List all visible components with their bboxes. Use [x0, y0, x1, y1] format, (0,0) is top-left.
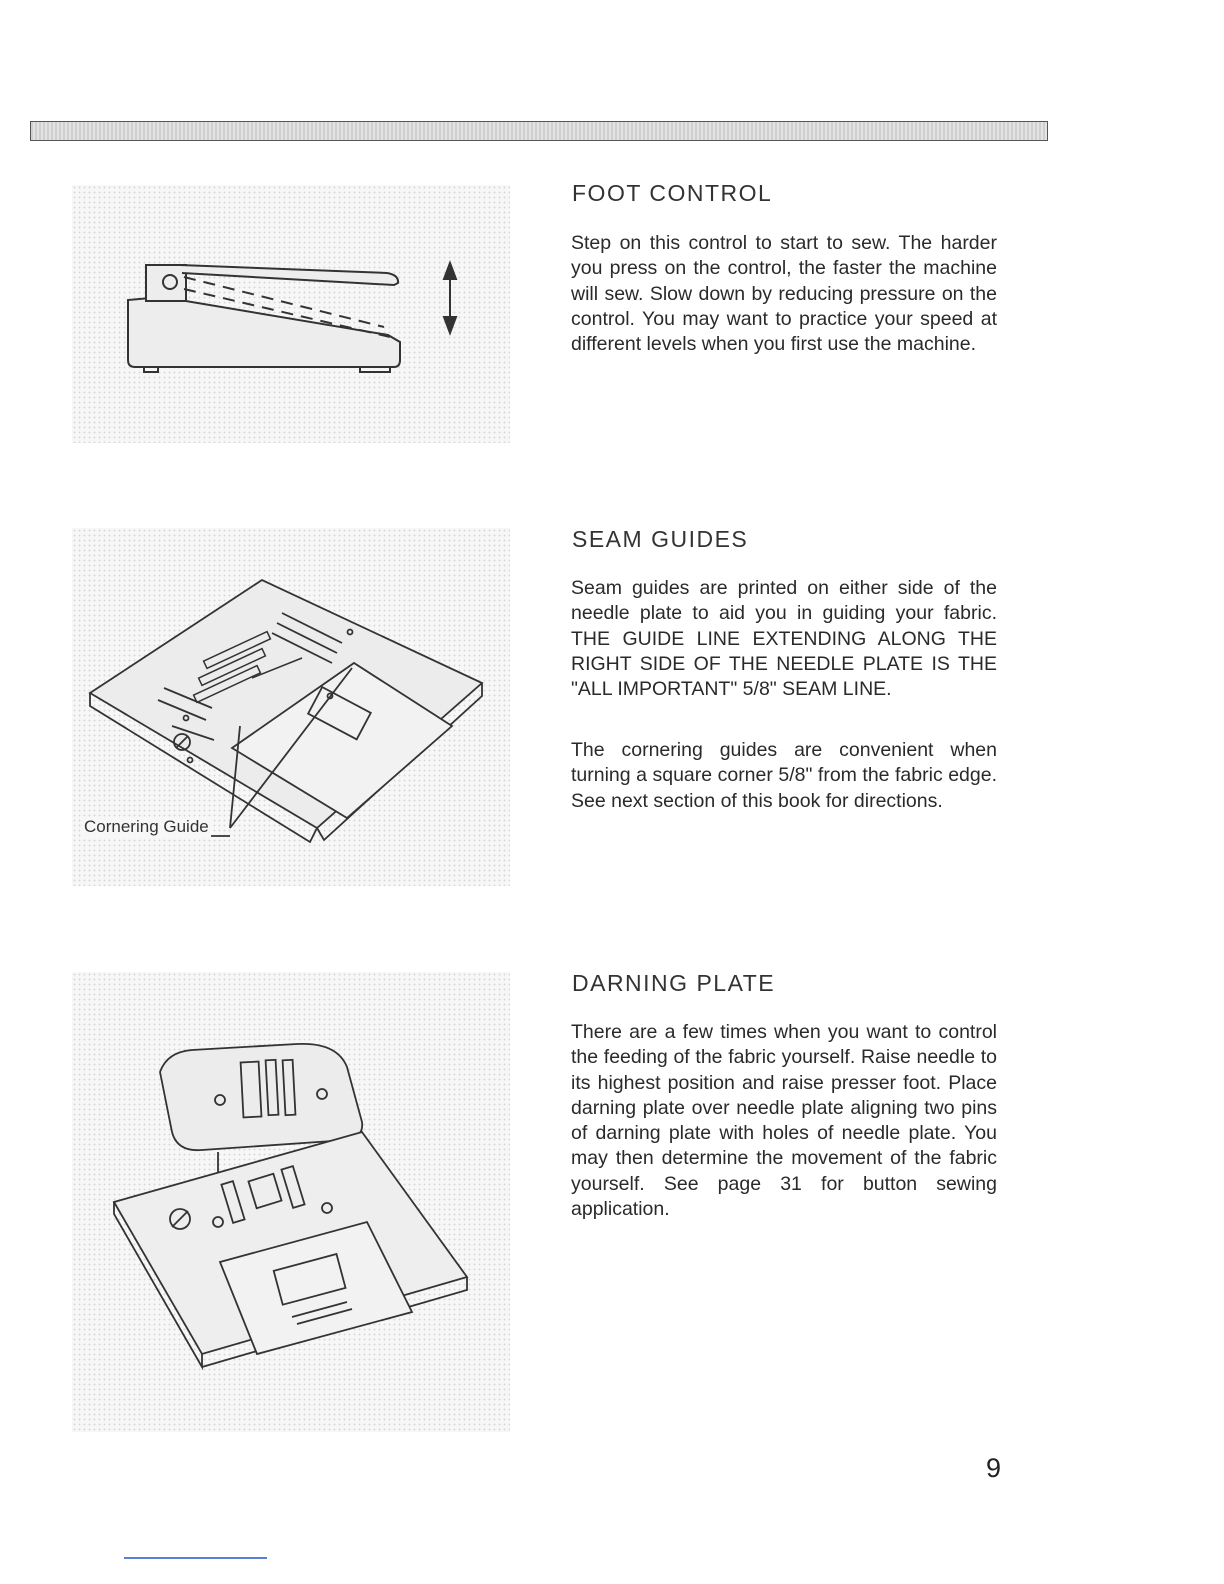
section-body-seam-guides: Seam guides are printed on either side of the needle plate to aid you in guiding your fabric. THE GUIDE LINE EXTENDING ALONG THE RIGHT SIDE OF THE NEEDLE PLATE IS THE "ALL IMPORTANT" 5/8" SEAM LINE.	[571, 577, 997, 701]
page-number: 9	[986, 1453, 1002, 1483]
section-heading-seam-guides: SEAM GUIDES	[572, 526, 749, 552]
section-heading-foot-control: FOOT CONTROL	[572, 180, 773, 206]
section-body-foot-control: Step on this control to start to sew. The harder you press on the control, the faster the machine will sew. Slow down by reducing pressure on the control. You may want to practice your speed at different levels when you first use the machine.	[571, 232, 997, 356]
darning-plate-illustration	[72, 972, 510, 1432]
section-body-cornering-guides: The cornering guides are convenient when turning a square corner 5/8" from the fabric edge. See next section of this book for directions.	[571, 739, 997, 812]
header-rule	[30, 121, 1048, 141]
section-body-darning-plate: There are a few times when you want to control the feeding of the fabric yourself. Raise needle to its highest position and raise presser foot. Place darning plate over needle plate aligning two pins of darning plate with holes of needle plate. You may then determine the movement of the fabric yourself. See page 31 for button sewing application.	[571, 1021, 997, 1221]
foot-control-illustration	[72, 185, 510, 443]
cornering-guide-label: Cornering Guide	[84, 817, 209, 836]
footer-rule	[124, 1557, 267, 1559]
section-heading-darning-plate: DARNING PLATE	[572, 970, 776, 996]
